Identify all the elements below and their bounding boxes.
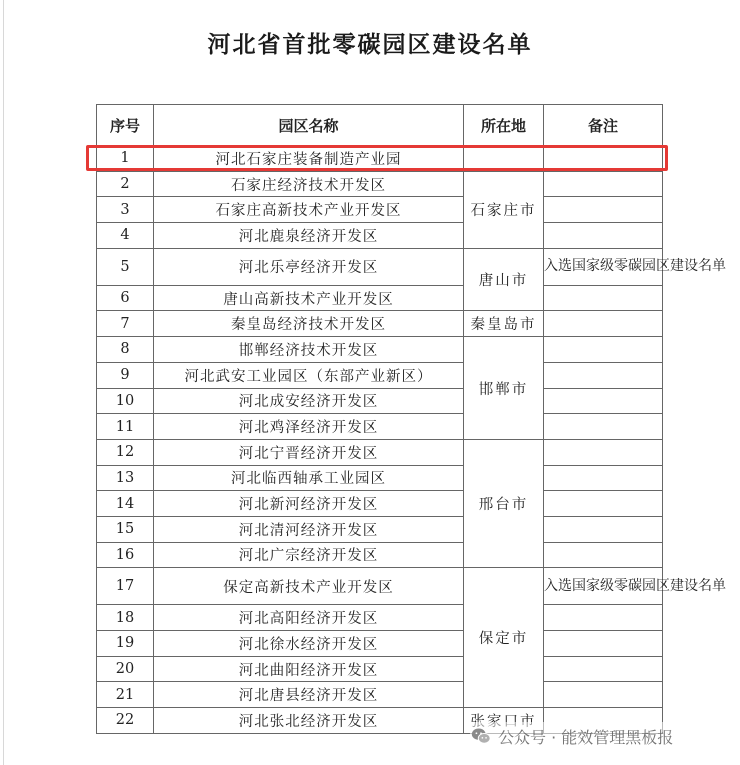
row-number: 1 (97, 146, 154, 172)
header-location: 所在地 (464, 105, 544, 146)
table-row (97, 682, 663, 708)
remarks-cell (544, 311, 663, 337)
remarks-cell (544, 197, 663, 223)
row-1-highlight-box (86, 145, 668, 171)
remarks-cell (544, 491, 663, 517)
table-row (97, 285, 663, 311)
page-title: 河北省首批零碳园区建设名单 (207, 32, 533, 58)
park-name: 秦皇岛经济技术开发区 (154, 311, 464, 337)
park-name: 河北石家庄装备制造产业园 (154, 146, 464, 172)
row-number: 14 (97, 491, 154, 517)
remarks-cell (544, 656, 663, 682)
park-name: 保定高新技术产业开发区 (154, 568, 464, 605)
remarks-cell (544, 414, 663, 440)
remarks-cell (544, 516, 663, 542)
table-row (97, 568, 663, 605)
row-number: 9 (97, 362, 154, 388)
table-row (97, 223, 663, 249)
location-cell: 保定市 (464, 568, 544, 708)
remarks-cell (544, 337, 663, 363)
remarks-cell (544, 465, 663, 491)
table-row (97, 631, 663, 657)
header-remarks: 备注 (544, 105, 663, 146)
row-number: 4 (97, 223, 154, 249)
park-name: 河北新河经济开发区 (154, 491, 464, 517)
park-name: 河北徐水经济开发区 (154, 631, 464, 657)
park-name: 河北鸡泽经济开发区 (154, 414, 464, 440)
watermark (470, 722, 673, 750)
page-edge-line (3, 0, 4, 765)
park-list-table (96, 104, 726, 734)
table-row (97, 414, 663, 440)
remarks-cell (544, 285, 663, 311)
remarks-cell (544, 682, 663, 708)
row-number: 15 (97, 516, 154, 542)
header-serial: 序号 (97, 105, 154, 146)
location-cell: 唐山市 (464, 248, 544, 311)
header-park-name: 园区名称 (154, 105, 464, 146)
table-row (97, 605, 663, 631)
row-number: 3 (97, 197, 154, 223)
remarks-cell (544, 605, 663, 631)
row-number: 10 (97, 388, 154, 414)
table-row (97, 439, 663, 465)
park-name: 河北临西轴承工业园区 (154, 465, 464, 491)
row-number: 18 (97, 605, 154, 631)
table-row (97, 362, 663, 388)
table-header-row (97, 105, 663, 146)
row-number: 5 (97, 248, 154, 285)
table-row (97, 516, 663, 542)
remarks-cell: 入选国家级零碳园区建设名单 (544, 248, 663, 285)
park-name: 河北清河经济开发区 (154, 516, 464, 542)
remarks-cell (544, 439, 663, 465)
table-row (97, 656, 663, 682)
park-name: 河北广宗经济开发区 (154, 542, 464, 568)
park-name: 河北宁晋经济开发区 (154, 439, 464, 465)
park-name: 石家庄高新技术产业开发区 (154, 197, 464, 223)
row-number: 19 (97, 631, 154, 657)
table-row (97, 171, 663, 197)
table-row (97, 311, 663, 337)
table-row (97, 388, 663, 414)
watermark-text: 公众号 · 能效管理黑板报 (498, 727, 674, 747)
row-number: 2 (97, 171, 154, 197)
remarks-cell (544, 631, 663, 657)
remarks-cell (544, 223, 663, 249)
park-name: 河北曲阳经济开发区 (154, 656, 464, 682)
row-number: 12 (97, 439, 154, 465)
remarks-cell (544, 362, 663, 388)
park-name: 唐山高新技术产业开发区 (154, 285, 464, 311)
location-cell: 秦皇岛市 (464, 311, 544, 337)
remarks-cell (544, 542, 663, 568)
table-row (97, 542, 663, 568)
row-number: 8 (97, 337, 154, 363)
table-row (97, 465, 663, 491)
row-number: 6 (97, 285, 154, 311)
table-row (97, 337, 663, 363)
remarks-cell (544, 171, 663, 197)
park-name: 河北乐亭经济开发区 (154, 248, 464, 285)
park-name: 河北武安工业园区（东部产业新区） (154, 362, 464, 388)
park-name: 石家庄经济技术开发区 (154, 171, 464, 197)
location-cell: 邢台市 (464, 439, 544, 567)
row-number: 17 (97, 568, 154, 605)
location-cell: 石家庄市 (464, 171, 544, 248)
park-name: 河北高阳经济开发区 (154, 605, 464, 631)
row-number: 13 (97, 465, 154, 491)
table-row (97, 248, 663, 285)
row-number: 7 (97, 311, 154, 337)
row-number: 20 (97, 656, 154, 682)
row-number: 11 (97, 414, 154, 440)
location-cell: 邯郸市 (464, 337, 544, 440)
wechat-icon (470, 725, 492, 747)
row-number: 22 (97, 708, 154, 734)
park-name: 河北张北经济开发区 (154, 708, 464, 734)
row-number: 21 (97, 682, 154, 708)
row-number: 16 (97, 542, 154, 568)
remarks-cell (544, 388, 663, 414)
park-name: 河北鹿泉经济开发区 (154, 223, 464, 249)
table-row (97, 491, 663, 517)
park-name: 河北成安经济开发区 (154, 388, 464, 414)
park-name: 河北唐县经济开发区 (154, 682, 464, 708)
remarks-cell: 入选国家级零碳园区建设名单 (544, 568, 663, 605)
park-name: 邯郸经济技术开发区 (154, 337, 464, 363)
table-row (97, 197, 663, 223)
